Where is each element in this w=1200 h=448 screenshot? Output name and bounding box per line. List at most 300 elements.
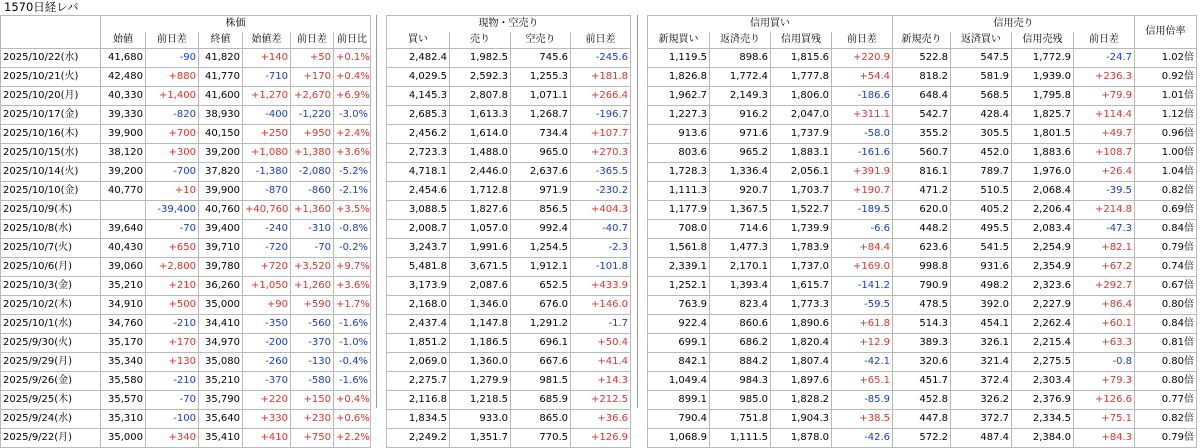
value-cell: 1,962.7 bbox=[648, 87, 710, 106]
value-cell: 326.2 bbox=[951, 391, 1012, 410]
column-header: 新規買い bbox=[648, 32, 710, 49]
value-cell: 714.6 bbox=[710, 220, 771, 239]
value-cell: 1,783.9 bbox=[771, 239, 832, 258]
value-cell: 931.6 bbox=[951, 258, 1012, 277]
spot-short-table bbox=[386, 15, 631, 448]
value-cell: 35,570 bbox=[101, 391, 146, 410]
value-cell: 1,119.5 bbox=[648, 49, 710, 68]
value-cell: 40,770 bbox=[101, 182, 146, 201]
value-cell: 38,930 bbox=[199, 106, 243, 125]
table-row bbox=[387, 315, 631, 334]
value-cell: +79.9 bbox=[1074, 87, 1135, 106]
table-row bbox=[648, 410, 1197, 429]
date-cell: 2025/9/25(木) bbox=[1, 391, 101, 410]
value-cell: -260 bbox=[243, 353, 291, 372]
value-cell: 667.6 bbox=[511, 353, 571, 372]
value-cell: +1,360 bbox=[291, 201, 334, 220]
value-cell: 454.1 bbox=[951, 315, 1012, 334]
value-cell: +12.9 bbox=[832, 334, 893, 353]
value-cell: 1,613.3 bbox=[450, 106, 511, 125]
table-row bbox=[1, 220, 371, 239]
value-cell: 1,883.1 bbox=[771, 144, 832, 163]
value-cell: 1,367.5 bbox=[710, 201, 771, 220]
value-cell: 38,120 bbox=[101, 144, 146, 163]
value-cell: -100 bbox=[146, 410, 199, 429]
value-cell: +1.7% bbox=[334, 296, 371, 315]
table-row bbox=[1, 372, 371, 391]
value-cell: 1,737.0 bbox=[771, 258, 832, 277]
value-cell: 856.5 bbox=[511, 201, 571, 220]
value-cell: 818.2 bbox=[893, 68, 951, 87]
value-cell: -350 bbox=[243, 315, 291, 334]
value-cell: 1,827.6 bbox=[450, 201, 511, 220]
value-cell: +212.5 bbox=[571, 391, 631, 410]
table-row bbox=[1, 429, 371, 448]
table-row bbox=[387, 296, 631, 315]
value-cell: 2,454.6 bbox=[387, 182, 450, 201]
value-cell: 35,790 bbox=[199, 391, 243, 410]
table-row bbox=[387, 391, 631, 410]
value-cell: 1,834.5 bbox=[387, 410, 450, 429]
value-cell: 5,481.8 bbox=[387, 258, 450, 277]
value-cell: 1,477.3 bbox=[710, 239, 771, 258]
value-cell: 696.1 bbox=[511, 334, 571, 353]
value-cell: 985.0 bbox=[710, 391, 771, 410]
value-cell: 36,260 bbox=[199, 277, 243, 296]
value-cell: -720 bbox=[243, 239, 291, 258]
table-row bbox=[1, 68, 371, 87]
ratio-cell: 0.79倍 bbox=[1135, 429, 1197, 448]
ratio-cell: 0.77倍 bbox=[1135, 391, 1197, 410]
value-cell: 487.4 bbox=[951, 429, 1012, 448]
value-cell: 790.9 bbox=[893, 277, 951, 296]
table-row bbox=[1, 106, 371, 125]
value-cell: 1,346.0 bbox=[450, 296, 511, 315]
value-cell: 2,376.9 bbox=[1012, 391, 1074, 410]
value-cell: 39,400 bbox=[199, 220, 243, 239]
value-cell: +181.8 bbox=[571, 68, 631, 87]
value-cell: 1,071.1 bbox=[511, 87, 571, 106]
value-cell: +41.4 bbox=[571, 353, 631, 372]
value-cell: 2,008.7 bbox=[387, 220, 450, 239]
value-cell: 35,000 bbox=[199, 296, 243, 315]
column-header-ratio: 信用倍率 bbox=[1135, 16, 1197, 49]
value-cell: 916.2 bbox=[710, 106, 771, 125]
value-cell: -39,400 bbox=[146, 201, 199, 220]
value-cell: +750 bbox=[291, 429, 334, 448]
value-cell: -0.8% bbox=[334, 220, 371, 239]
value-cell: 1,851.2 bbox=[387, 334, 450, 353]
value-cell: 35,310 bbox=[101, 410, 146, 429]
value-cell: +590 bbox=[291, 296, 334, 315]
value-cell: 581.9 bbox=[951, 68, 1012, 87]
group-header-margin-sell: 信用売り bbox=[893, 16, 1135, 33]
table-row bbox=[387, 239, 631, 258]
value-cell: +230 bbox=[291, 410, 334, 429]
value-cell: -3.0% bbox=[334, 106, 371, 125]
value-cell: 1,939.0 bbox=[1012, 68, 1074, 87]
value-cell: 42,480 bbox=[101, 68, 146, 87]
value-cell: 39,200 bbox=[101, 163, 146, 182]
table-row bbox=[648, 144, 1197, 163]
value-cell: +75.1 bbox=[1074, 410, 1135, 429]
value-cell: +0.6% bbox=[334, 410, 371, 429]
table-row bbox=[648, 182, 1197, 201]
value-cell: +126.9 bbox=[571, 429, 631, 448]
date-cell: 2025/10/1(水) bbox=[1, 315, 101, 334]
value-cell: 568.5 bbox=[951, 87, 1012, 106]
table-row bbox=[1, 182, 371, 201]
value-cell: 1,360.0 bbox=[450, 353, 511, 372]
ratio-cell: 0.79倍 bbox=[1135, 239, 1197, 258]
date-cell: 2025/9/26(金) bbox=[1, 372, 101, 391]
table-row bbox=[387, 220, 631, 239]
value-cell: 2,254.9 bbox=[1012, 239, 1074, 258]
ratio-cell: 0.92倍 bbox=[1135, 68, 1197, 87]
value-cell: 2,456.2 bbox=[387, 125, 450, 144]
value-cell: -580 bbox=[291, 372, 334, 391]
value-cell: -860 bbox=[291, 182, 334, 201]
ratio-cell: 1.02倍 bbox=[1135, 49, 1197, 68]
value-cell: -0.2% bbox=[334, 239, 371, 258]
value-cell: 39,900 bbox=[101, 125, 146, 144]
value-cell: -70 bbox=[291, 239, 334, 258]
value-cell: +170 bbox=[146, 334, 199, 353]
value-cell: 39,780 bbox=[199, 258, 243, 277]
value-cell: 2,323.6 bbox=[1012, 277, 1074, 296]
value-cell: -230.2 bbox=[571, 182, 631, 201]
table-row bbox=[387, 163, 631, 182]
value-cell: +250 bbox=[243, 125, 291, 144]
value-cell: 4,718.1 bbox=[387, 163, 450, 182]
value-cell: 2,083.4 bbox=[1012, 220, 1074, 239]
value-cell: +236.3 bbox=[1074, 68, 1135, 87]
value-cell: +1,260 bbox=[291, 277, 334, 296]
value-cell: 992.4 bbox=[511, 220, 571, 239]
value-cell: -2.1% bbox=[334, 182, 371, 201]
value-cell: 708.0 bbox=[648, 220, 710, 239]
value-cell: +214.8 bbox=[1074, 201, 1135, 220]
value-cell: +14.3 bbox=[571, 372, 631, 391]
table-row bbox=[387, 49, 631, 68]
value-cell: -1.7 bbox=[571, 315, 631, 334]
value-cell: 2,482.4 bbox=[387, 49, 450, 68]
value-cell: +90 bbox=[243, 296, 291, 315]
ratio-cell: 0.69倍 bbox=[1135, 201, 1197, 220]
table-row bbox=[648, 334, 1197, 353]
value-cell: 39,330 bbox=[101, 106, 146, 125]
column-header: 信用売残 bbox=[1012, 32, 1074, 49]
value-cell: -2,080 bbox=[291, 163, 334, 182]
value-cell: +50.4 bbox=[571, 334, 631, 353]
column-header: 前日比 bbox=[334, 32, 371, 49]
table-row bbox=[648, 49, 1197, 68]
column-header: 買い bbox=[387, 32, 450, 49]
value-cell: 2,275.5 bbox=[1012, 353, 1074, 372]
value-cell: +79.3 bbox=[1074, 372, 1135, 391]
value-cell: 448.2 bbox=[893, 220, 951, 239]
value-cell: -310 bbox=[291, 220, 334, 239]
value-cell: 35,210 bbox=[101, 277, 146, 296]
value-cell: 1,904.3 bbox=[771, 410, 832, 429]
value-cell: 899.1 bbox=[648, 391, 710, 410]
header-row bbox=[648, 32, 1197, 49]
table-row bbox=[648, 277, 1197, 296]
value-cell: 1,177.9 bbox=[648, 201, 710, 220]
value-cell: -6.6 bbox=[832, 220, 893, 239]
value-cell: +150 bbox=[291, 391, 334, 410]
column-header: 信用買残 bbox=[771, 32, 832, 49]
value-cell: 39,640 bbox=[101, 220, 146, 239]
value-cell: 898.6 bbox=[710, 49, 771, 68]
value-cell: -24.7 bbox=[1074, 49, 1135, 68]
value-cell: 2,339.1 bbox=[648, 258, 710, 277]
value-cell: 405.2 bbox=[951, 201, 1012, 220]
table-row bbox=[387, 258, 631, 277]
value-cell: 1,111.5 bbox=[710, 429, 771, 448]
value-cell: -85.9 bbox=[832, 391, 893, 410]
value-cell: 320.6 bbox=[893, 353, 951, 372]
table-row bbox=[1, 334, 371, 353]
value-cell: 35,170 bbox=[101, 334, 146, 353]
value-cell: 2,116.8 bbox=[387, 391, 450, 410]
value-cell: -400 bbox=[243, 106, 291, 125]
value-cell: +340 bbox=[146, 429, 199, 448]
value-cell: 1,897.6 bbox=[771, 372, 832, 391]
value-cell: -700 bbox=[146, 163, 199, 182]
value-cell: 1,801.5 bbox=[1012, 125, 1074, 144]
value-cell: 39,900 bbox=[199, 182, 243, 201]
ratio-cell: 1.12倍 bbox=[1135, 106, 1197, 125]
value-cell: 3,088.5 bbox=[387, 201, 450, 220]
value-cell: 3,173.9 bbox=[387, 277, 450, 296]
date-cell: 2025/10/17(金) bbox=[1, 106, 101, 125]
date-cell: 2025/10/10(金) bbox=[1, 182, 101, 201]
value-cell: 686.2 bbox=[710, 334, 771, 353]
value-cell: +720 bbox=[243, 258, 291, 277]
date-cell: 2025/10/3(金) bbox=[1, 277, 101, 296]
table-row bbox=[648, 391, 1197, 410]
date-cell: 2025/10/16(木) bbox=[1, 125, 101, 144]
ratio-cell: 0.84倍 bbox=[1135, 220, 1197, 239]
value-cell: +50 bbox=[291, 49, 334, 68]
value-cell: 1,912.1 bbox=[511, 258, 571, 277]
table-row bbox=[387, 372, 631, 391]
value-cell: 1,561.8 bbox=[648, 239, 710, 258]
table-row bbox=[387, 87, 631, 106]
value-cell: +880 bbox=[146, 68, 199, 87]
column-header: 新規売り bbox=[893, 32, 951, 49]
date-cell: 2025/10/15(水) bbox=[1, 144, 101, 163]
ratio-cell: 0.74倍 bbox=[1135, 258, 1197, 277]
value-cell: 451.7 bbox=[893, 372, 951, 391]
value-cell: 789.7 bbox=[951, 163, 1012, 182]
value-cell: -42.1 bbox=[832, 353, 893, 372]
value-cell: 1,807.4 bbox=[771, 353, 832, 372]
value-cell: +10 bbox=[146, 182, 199, 201]
date-cell: 2025/10/20(月) bbox=[1, 87, 101, 106]
value-cell: +391.9 bbox=[832, 163, 893, 182]
value-cell: +650 bbox=[146, 239, 199, 258]
value-cell: 699.1 bbox=[648, 334, 710, 353]
table-row bbox=[387, 353, 631, 372]
date-cell: 2025/9/22(月) bbox=[1, 429, 101, 448]
value-cell: 860.6 bbox=[710, 315, 771, 334]
value-cell: -58.0 bbox=[832, 125, 893, 144]
value-cell: 35,340 bbox=[101, 353, 146, 372]
value-cell: 1,825.7 bbox=[1012, 106, 1074, 125]
value-cell: 2,275.7 bbox=[387, 372, 450, 391]
header-row bbox=[1, 16, 371, 33]
value-cell: 2,068.4 bbox=[1012, 182, 1074, 201]
value-cell: 522.8 bbox=[893, 49, 951, 68]
value-cell: 652.5 bbox=[511, 277, 571, 296]
value-cell: +210 bbox=[146, 277, 199, 296]
column-header: 始値 bbox=[101, 32, 146, 49]
date-cell: 2025/10/8(水) bbox=[1, 220, 101, 239]
value-cell: -245.6 bbox=[571, 49, 631, 68]
table-row bbox=[387, 334, 631, 353]
ratio-cell: 0.96倍 bbox=[1135, 125, 1197, 144]
group-header-margin-buy: 信用買い bbox=[648, 16, 893, 33]
column-header: 空売り bbox=[511, 32, 571, 49]
value-cell: -42.6 bbox=[832, 429, 893, 448]
value-cell: 35,410 bbox=[199, 429, 243, 448]
value-cell: -47.3 bbox=[1074, 220, 1135, 239]
value-cell: 35,580 bbox=[101, 372, 146, 391]
value-cell: 1,773.3 bbox=[771, 296, 832, 315]
column-header: 始値差 bbox=[243, 32, 291, 49]
value-cell: 1,336.4 bbox=[710, 163, 771, 182]
column-header: 前日差 bbox=[291, 32, 334, 49]
value-cell: 971.6 bbox=[710, 125, 771, 144]
value-cell: 1,227.3 bbox=[648, 106, 710, 125]
value-cell: 510.5 bbox=[951, 182, 1012, 201]
table-row bbox=[387, 144, 631, 163]
table-row bbox=[387, 410, 631, 429]
table-row bbox=[1, 258, 371, 277]
table-row bbox=[387, 68, 631, 87]
column-header: 返済買い bbox=[951, 32, 1012, 49]
ratio-cell: 1.00倍 bbox=[1135, 144, 1197, 163]
value-cell: 790.4 bbox=[648, 410, 710, 429]
value-cell: 40,150 bbox=[199, 125, 243, 144]
value-cell: +311.1 bbox=[832, 106, 893, 125]
table-row bbox=[648, 87, 1197, 106]
value-cell: 1,878.0 bbox=[771, 429, 832, 448]
value-cell: 1,820.4 bbox=[771, 334, 832, 353]
group-header-stock: 株価 bbox=[101, 16, 371, 33]
table-separator bbox=[376, 15, 377, 408]
value-cell: 1,488.0 bbox=[450, 144, 511, 163]
value-cell: +0.1% bbox=[334, 49, 371, 68]
table-row bbox=[1, 49, 371, 68]
value-cell: 572.2 bbox=[893, 429, 951, 448]
value-cell: 471.2 bbox=[893, 182, 951, 201]
value-cell: 41,770 bbox=[199, 68, 243, 87]
value-cell: 321.4 bbox=[951, 353, 1012, 372]
value-cell: +6.9% bbox=[334, 87, 371, 106]
value-cell: +3,520 bbox=[291, 258, 334, 277]
value-cell: 2,069.0 bbox=[387, 353, 450, 372]
value-cell: 39,710 bbox=[199, 239, 243, 258]
value-cell: 1,049.4 bbox=[648, 372, 710, 391]
value-cell: +1,050 bbox=[243, 277, 291, 296]
value-cell: 35,080 bbox=[199, 353, 243, 372]
value-cell: 1,147.8 bbox=[450, 315, 511, 334]
value-cell: 1,703.7 bbox=[771, 182, 832, 201]
value-cell: 541.5 bbox=[951, 239, 1012, 258]
column-header: 売り bbox=[450, 32, 511, 49]
value-cell: 803.6 bbox=[648, 144, 710, 163]
table-row bbox=[387, 125, 631, 144]
value-cell: +2,800 bbox=[146, 258, 199, 277]
value-cell: 1,826.8 bbox=[648, 68, 710, 87]
date-cell: 2025/10/14(火) bbox=[1, 163, 101, 182]
value-cell: -0.4% bbox=[334, 353, 371, 372]
ratio-cell: 0.84倍 bbox=[1135, 315, 1197, 334]
value-cell: 920.7 bbox=[710, 182, 771, 201]
value-cell: +61.8 bbox=[832, 315, 893, 334]
date-cell: 2025/10/9(木) bbox=[1, 201, 101, 220]
ratio-cell: 0.80倍 bbox=[1135, 372, 1197, 391]
value-cell: +49.7 bbox=[1074, 125, 1135, 144]
value-cell: 1,351.7 bbox=[450, 429, 511, 448]
table-row bbox=[1, 201, 371, 220]
value-cell: 1,615.7 bbox=[771, 277, 832, 296]
value-cell: -59.5 bbox=[832, 296, 893, 315]
value-cell: 41,600 bbox=[199, 87, 243, 106]
value-cell: 514.3 bbox=[893, 315, 951, 334]
value-cell: -710 bbox=[243, 68, 291, 87]
value-cell: +140 bbox=[243, 49, 291, 68]
value-cell: 35,000 bbox=[101, 429, 146, 448]
value-cell: 1,991.6 bbox=[450, 239, 511, 258]
value-cell: +500 bbox=[146, 296, 199, 315]
value-cell: +65.1 bbox=[832, 372, 893, 391]
value-cell: +3.6% bbox=[334, 144, 371, 163]
value-cell: 428.4 bbox=[951, 106, 1012, 125]
column-header: 前日差 bbox=[146, 32, 199, 49]
value-cell: 1,890.6 bbox=[771, 315, 832, 334]
value-cell: +82.1 bbox=[1074, 239, 1135, 258]
table-row bbox=[1, 125, 371, 144]
value-cell: 1,883.6 bbox=[1012, 144, 1074, 163]
value-cell: +107.7 bbox=[571, 125, 631, 144]
table-row bbox=[1, 296, 371, 315]
value-cell: -40.7 bbox=[571, 220, 631, 239]
value-cell: 913.6 bbox=[648, 125, 710, 144]
value-cell: +433.9 bbox=[571, 277, 631, 296]
value-cell: 41,680 bbox=[101, 49, 146, 68]
value-cell: 1,393.4 bbox=[710, 277, 771, 296]
value-cell: 1,254.5 bbox=[511, 239, 571, 258]
value-cell: -101.8 bbox=[571, 258, 631, 277]
value-cell: -210 bbox=[146, 315, 199, 334]
value-cell: -186.6 bbox=[832, 87, 893, 106]
value-cell: 922.4 bbox=[648, 315, 710, 334]
value-cell: 1,777.8 bbox=[771, 68, 832, 87]
value-cell: 560.7 bbox=[893, 144, 951, 163]
value-cell: 865.0 bbox=[511, 410, 571, 429]
value-cell: 2,384.0 bbox=[1012, 429, 1074, 448]
value-cell: -370 bbox=[291, 334, 334, 353]
table-row bbox=[648, 296, 1197, 315]
value-cell: -5.2% bbox=[334, 163, 371, 182]
value-cell: +36.6 bbox=[571, 410, 631, 429]
value-cell: 372.7 bbox=[951, 410, 1012, 429]
value-cell: +146.0 bbox=[571, 296, 631, 315]
